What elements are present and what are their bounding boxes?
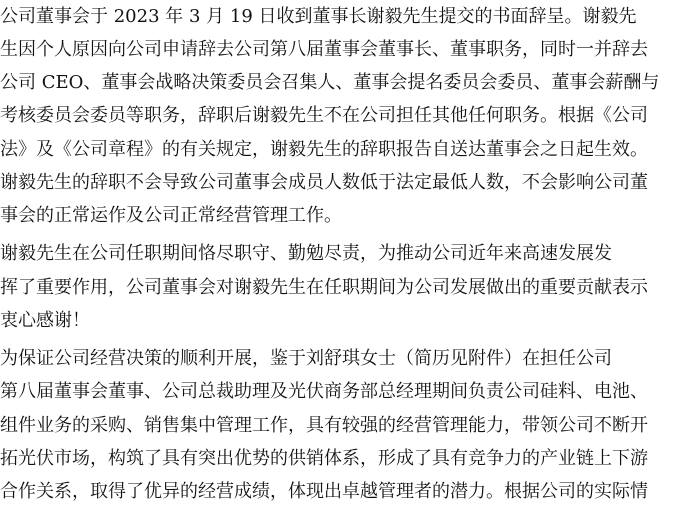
paragraph-3-line-2: 第八届董事会董事、公司总裁助理及光伏商务部总经理期间负责公司硅料、电池、 xyxy=(0,381,648,402)
paragraph-1-line-3: 公司 CEO、董事会战略决策委员会召集人、董事会提名委员会委员、董事会薪酬与 xyxy=(0,72,660,93)
paragraph-3-line-5: 合作关系，取得了优异的经营成绩，体现出卓越管理者的潜力。根据公司的实际情 xyxy=(0,481,648,502)
paragraph-1-line-2: 生因个人原因向公司申请辞去公司第八届董事会董事长、董事职务，同时一并辞去 xyxy=(0,39,648,60)
paragraph-1-line-6: 谢毅先生的辞职不会导致公司董事会成员人数低于法定最低人数，不会影响公司董 xyxy=(0,172,648,193)
paragraph-1-line-5: 法》及《公司章程》的有关规定，谢毅先生的辞职报告自送达董事会之日起生效。 xyxy=(0,139,648,160)
paragraph-3-line-4: 拓光伏市场，构筑了具有突出优势的供销体系，形成了具有竞争力的产业链上下游 xyxy=(0,448,648,469)
paragraph-1-line-1: 公司董事会于 2023 年 3 月 19 日收到董事长谢毅先生提交的书面辞呈。谢毅先 xyxy=(0,6,637,27)
paragraph-3-line-1: 为保证公司经营决策的顺利开展，鉴于刘舒琪女士（简历见附件）在担任公司 xyxy=(0,348,612,369)
paragraph-3-line-3: 组件业务的采购、销售集中管理工作，具有较强的经营管理能力，带领公司不断开 xyxy=(0,415,648,436)
paragraph-1-line-7: 事会的正常运作及公司正常经营管理工作。 xyxy=(0,205,342,226)
paragraph-2-line-3: 衷心感谢！ xyxy=(0,310,90,331)
paragraph-1-line-4: 考核委员会委员等职务，辞职后谢毅先生不在公司担任其他任何职务。根据《公司 xyxy=(0,105,648,126)
paragraph-2-line-2: 挥了重要作用，公司董事会对谢毅先生在任职期间为公司发展做出的重要贡献表示 xyxy=(0,277,648,298)
paragraph-2-line-1: 谢毅先生在公司任职期间恪尽职守、勤勉尽责，为推动公司近年来高速发展发 xyxy=(0,243,612,264)
